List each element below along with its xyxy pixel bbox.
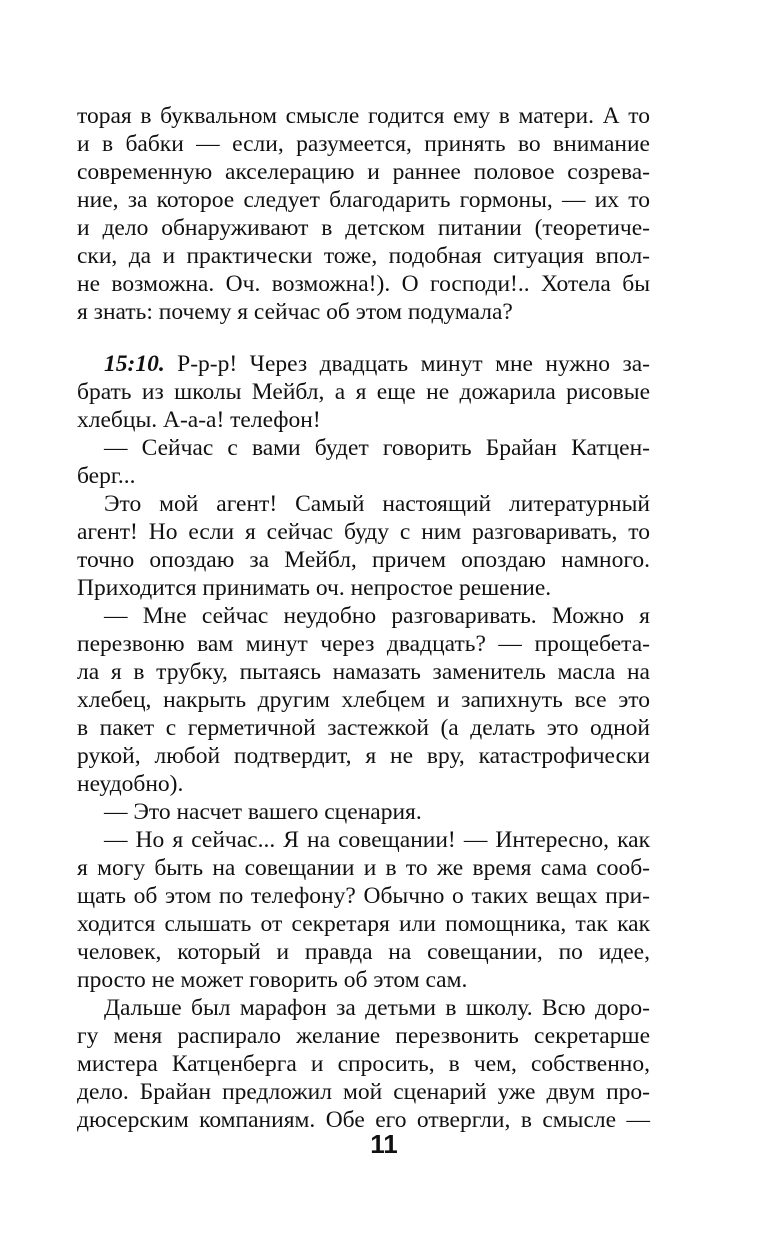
text-line: Дальше был марафон за детьми в школу. Всю доро- (104, 995, 650, 1021)
text-line: я могу быть на совещании и в то же время сама сооб- (77, 855, 650, 881)
text-line: мистера Катценберга и спросить, в чем, собственно, (77, 1051, 650, 1077)
text-line: рукой, любой подтвердит, я не вру, катастрофически (77, 743, 650, 769)
text-line: ла я в трубку, пытаясь намазать заменитель масла на (77, 659, 650, 685)
text-line: перезвоню вам минут через двадцать? — прощебета- (77, 631, 650, 657)
text-line: ние, за которое следует благодарить гормоны, — их то (77, 187, 650, 213)
text-line: я знать: почему я сейчас об этом подумала? (77, 299, 513, 325)
text-line: щать об этом по телефону? Обычно о таких вещах при- (77, 883, 650, 909)
dialogue-line: — Это насчет вашего сценария. (104, 799, 422, 825)
text-line: дюсерским компаниям. Обе его отвергли, в смысле — (77, 1107, 650, 1133)
text-line: берг... (77, 463, 136, 489)
entry-timestamp: 15:10. (104, 351, 165, 377)
dialogue-line: — Но я сейчас... Я на совещании! — Интересно, как (104, 827, 650, 853)
text-line: хлебцы. А-а-а! телефон! (77, 407, 321, 433)
text-line: в пакет с герметичной застежкой (а делать это одной (77, 715, 650, 741)
text-line: и в бабки — если, разумеется, принять во внимание (77, 131, 650, 157)
text-line: просто не может говорить об этом сам. (77, 967, 468, 993)
text-line: ски, да и практически тоже, подобная ситуация впол- (77, 243, 650, 269)
text-line: торая в буквальном смысле годится ему в матери. А то (77, 103, 650, 129)
text-line: брать из школы Мейбл, а я еще не дожарила рисовые (77, 379, 650, 405)
dialogue-line: — Сейчас с вами будет говорить Брайан Катцен- (104, 435, 650, 461)
text-line: современную акселерацию и раннее половое созрева- (77, 159, 650, 185)
text-line: неудобно). (77, 771, 184, 797)
text-line: Это мой агент! Самый настоящий литературный (104, 491, 650, 517)
text-line: и дело обнаруживают в детском питании (теоретиче- (77, 215, 650, 241)
text-line: не возможна. Оч. возможна!). О господи!.. Хотела бы (77, 271, 650, 297)
text-line: агент! Но если я сейчас буду с ним разговаривать, то (77, 519, 650, 545)
text-line: хлебец, накрыть другим хлебцем и запихнуть все это (77, 687, 650, 713)
text-line: гу меня распирало желание перезвонить секретарше (77, 1023, 650, 1049)
entry-line (104, 349, 650, 379)
text-line: Приходится принимать оч. непростое решение. (77, 575, 552, 601)
entry-text: Р-р-р! Через двадцать минут мне нужно за- (164, 351, 650, 377)
text-line: точно опоздаю за Мейбл, причем опоздаю намного. (77, 547, 650, 573)
page-number: 11 (370, 1129, 398, 1159)
dialogue-line: — Мне сейчас неудобно разговаривать. Можно я (104, 603, 650, 629)
text-line: ходится слышать от секретаря или помощника, так как (77, 911, 650, 937)
text-line: человек, который и правда на совещании, по идее, (77, 939, 650, 965)
text-line: дело. Брайан предложил мой сценарий уже двум про- (77, 1079, 650, 1105)
